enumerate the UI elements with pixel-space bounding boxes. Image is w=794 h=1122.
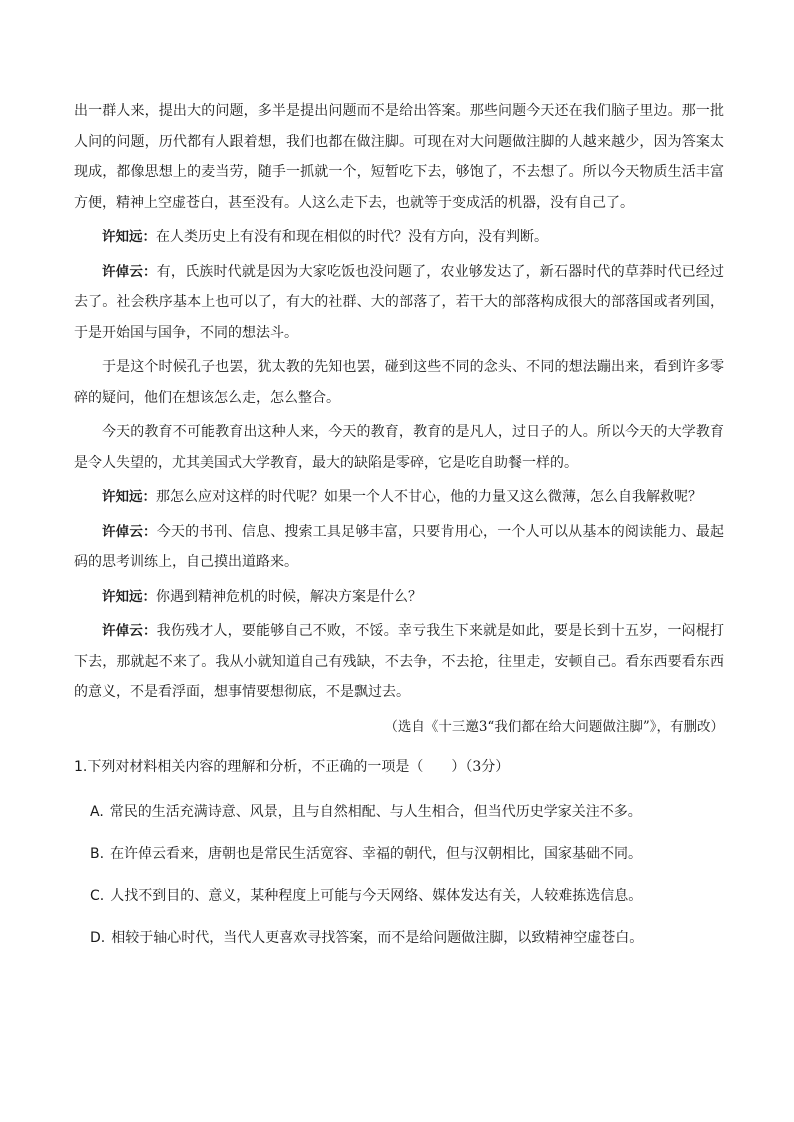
dialogue-paragraph [74,582,724,613]
dialogue-text: 在人类历史上有没有和现在相似的时代？没有方向，没有判断。 [156,229,548,245]
paragraph: 于是这个时候孔子也罢，犹太教的先知也罢，碰到这些不同的念头、不同的想法蹦出来，看到许多零碎的疑问，他们在想该怎么走，怎么整合。 [74,359,724,406]
speaker-label: 许知远： [102,489,156,505]
option-letter: D. [90,929,106,946]
option-text: 人找不到目的、意义，某种程度上可能与今天网络、媒体发达有关，人较难拣选信息。 [110,887,643,904]
option-a [74,797,724,827]
source-citation: （选自《十三邀3“我们都在给大问题做注脚”》，有删改） [384,718,724,735]
speaker-label: 许知远： [102,588,156,605]
option-text: 常民的生活充满诗意、风景，且与自然相配、与人生相合，但当代历史学家关注不多。 [109,803,642,820]
dialogue-paragraph [74,616,724,708]
option-b [74,839,724,869]
option-letter: B. [90,845,105,862]
question-text: 下列对材料相关内容的理解和分析，不正确的一项是（ ）（3分） [87,759,510,775]
option-text: 相较于轴心时代，当代人更喜欢寻找答案，而不是给问题做注脚，以致精神空虚苍白。 [111,929,644,946]
dialogue-text: 你遇到精神危机的时候，解决方案是什么？ [156,588,422,605]
speaker-label: 许知远： [102,229,156,245]
question-stem [74,752,724,783]
speaker-label: 许倬云： [102,263,157,280]
speaker-label: 许倬云： [102,523,157,540]
dialogue-text: 我伤残才人，要能够自己不败，不馁。幸亏我生下来就是如此，要是长到十五岁，一闷棍打下去，那就起不来了。我从小就知道自己有残缺，不去争，不去抢，往里走，安顿自己。看东西要看东西的意义，不是看浮面，想事情要想彻底，不是飘过去。 [74,623,725,700]
dialogue-paragraph [74,482,724,513]
paragraph: 今天的教育不可能教育出这种人来，今天的教育，教育的是凡人，过日子的人。所以今天的大学教育是令人失望的，尤其美国式大学教育，最大的缺陷是零碎，它是吃自助餐一样的。 [74,424,724,471]
option-d [74,923,724,953]
dialogue-paragraph [74,517,724,578]
dialogue-paragraph [74,257,724,349]
option-letter: C. [90,887,105,904]
option-letter: A. [90,803,104,820]
article-body [74,96,724,965]
dialogue-text: 今天的书刊、信息、搜索工具足够丰富，只要肯用心，一个人可以从基本的阅读能力、最起码的思考训练上，自己摸出道路来。 [74,523,725,570]
paragraph: 出一群人来，提出大的问题，多半是提出问题而不是给出答案。那些问题今天还在我们脑子里边。那一批人问的问题，历代都有人跟着想，我们也都在做注脚。可现在对大问题做注脚的人越来越少，因为答案太现成，都像思想上的麦当劳，随手一抓就一个，短暂吃下去，够饱了，不去想了。所以今天物质生活丰富方便，精神上空虚苍白，甚至没有。人这么走下去，也就等于变成活的机器，没有自己了。 [74,103,724,211]
speaker-label: 许倬云： [102,623,157,639]
option-c [74,881,724,911]
dialogue-text: 那怎么应对这样的时代呢？如果一个人不甘心，他的力量又这么微薄，怎么自我解救呢？ [156,489,702,505]
dialogue-paragraph [74,222,724,253]
option-text: 在许倬云看来，唐朝也是常民生活宽容、幸福的朝代，但与汉朝相比，国家基础不同。 [110,845,643,862]
question-number: 1. [74,759,88,775]
dialogue-text: 有，氏族时代就是因为大家吃饭也没问题了，农业够发达了，新石器时代的草莽时代已经过去了。社会秩序基本上也可以了，有大的社群、大的部落了，若干大的部落构成很大的部落国或者列国，于是开始国与国争，不同的想法斗。 [74,263,725,341]
